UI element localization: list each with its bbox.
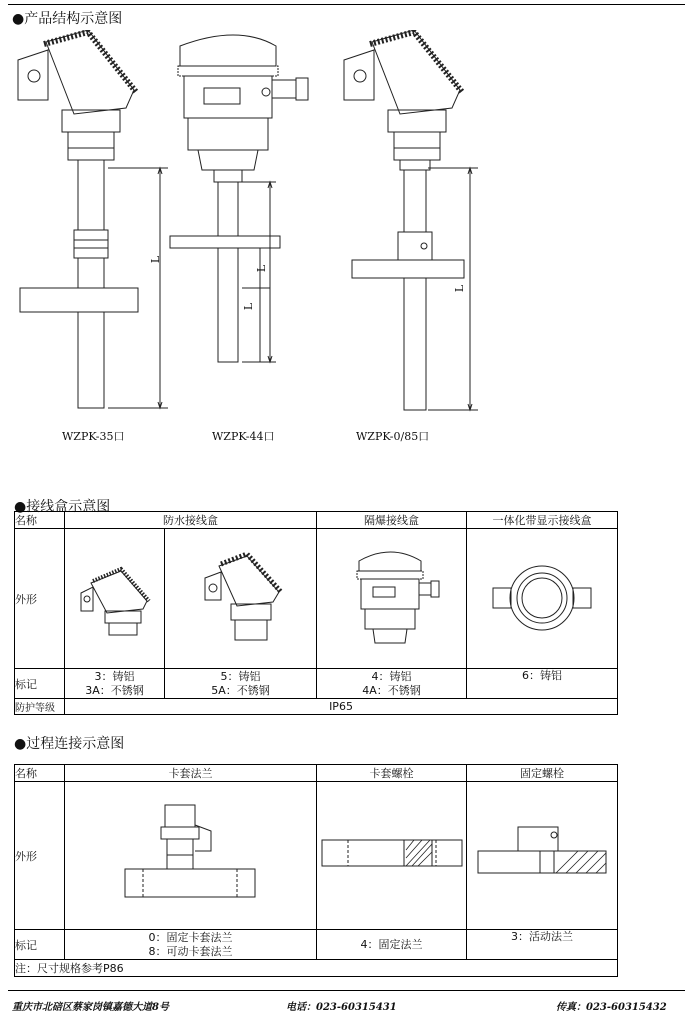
junction-mark-4-cast: 4：铸铝: [371, 669, 412, 683]
section-title-structure: ●产品结构示意图: [12, 11, 123, 27]
junction-header-waterproof: 防水接线盒: [65, 512, 317, 529]
junction-header-explosion: 隔爆接线盒: [317, 512, 467, 529]
junction-mark-4-steel: 4A：不锈钢: [362, 683, 421, 697]
junction-image-3: [65, 529, 165, 669]
process-header-ferrule-flange: 卡套法兰: [65, 765, 317, 782]
process-header-ferrule-bolt: 卡套螺栓: [317, 765, 467, 782]
process-table: [14, 764, 618, 977]
junction-mark-6: [467, 669, 618, 699]
footer-phone: 电话：023-60315431: [286, 1002, 397, 1013]
junction-protect-value: IP65: [65, 699, 618, 715]
process-note: 注：尺寸规格参考P86: [15, 960, 618, 977]
junction-mark-5-cast: 5：铸铝: [220, 669, 261, 683]
junction-mark-6-cast: 6：铸铝: [522, 669, 562, 682]
junction-mark-5-steel: 5A：不锈钢: [211, 683, 270, 697]
dim-label-4: L: [453, 284, 467, 293]
junction-header-name: 名称: [15, 512, 65, 529]
process-mark-fixed-ferrule: 0：固定卡套法兰: [148, 930, 233, 944]
process-mark-movable-flange: 3：活动法兰: [467, 930, 618, 960]
section-title-process: ●过程连接示意图: [14, 736, 125, 752]
junction-row-shape-label: 外形: [15, 529, 65, 669]
process-mark-fixed-flange: 4：固定法兰: [317, 930, 467, 960]
junction-image-6: [467, 529, 618, 669]
junction-image-4: [317, 529, 467, 669]
dim-label-2: L: [255, 264, 269, 273]
junction-row-protect-label: 防护等级: [15, 699, 65, 715]
junction-row-mark-label: 标记: [15, 669, 65, 699]
footer-rule: [8, 990, 685, 991]
junction-header-display: 一体化带显示接线盒: [467, 512, 618, 529]
dim-label-3: L: [242, 302, 256, 311]
process-mark-ferrule-flange: [65, 930, 317, 960]
junction-mark-4: [317, 669, 467, 699]
process-image-ferrule-flange: [65, 782, 317, 930]
process-row-mark-label: 标记: [15, 930, 65, 960]
drawing-wzpk-44: [170, 35, 308, 362]
model-caption-2: WZPK-44口: [212, 430, 275, 443]
model-caption-3: WZPK-0/85口: [356, 430, 430, 443]
structure-drawings: [8, 30, 488, 420]
dim-label-1: L: [149, 255, 163, 264]
section-title-junction: ●接线盒示意图: [14, 499, 111, 515]
junction-image-5: [165, 529, 317, 669]
junction-mark-5: [165, 669, 317, 699]
process-header-name: 名称: [15, 765, 65, 782]
process-row-shape-label: 外形: [15, 782, 65, 930]
process-header-fixed-bolt: 固定螺栓: [467, 765, 618, 782]
process-image-fixed-bolt: [467, 782, 618, 930]
top-rule: [8, 4, 685, 5]
junction-mark-3: [65, 669, 165, 699]
drawing-wzpk-85: [344, 30, 478, 410]
footer-address: 重庆市北碚区蔡家岗镇嘉德大道8号: [12, 1002, 169, 1013]
junction-mark-3-steel: 3A：不锈钢: [85, 683, 144, 697]
junction-table: [14, 511, 618, 715]
model-caption-1: WZPK-35口: [62, 430, 125, 443]
junction-mark-3-cast: 3：铸铝: [94, 669, 135, 683]
drawing-wzpk-35: [18, 30, 168, 408]
process-mark-movable-ferrule: 8：可动卡套法兰: [148, 944, 233, 958]
footer-fax: 传真：023-60315432: [556, 1002, 667, 1013]
process-image-ferrule-bolt: [317, 782, 467, 930]
